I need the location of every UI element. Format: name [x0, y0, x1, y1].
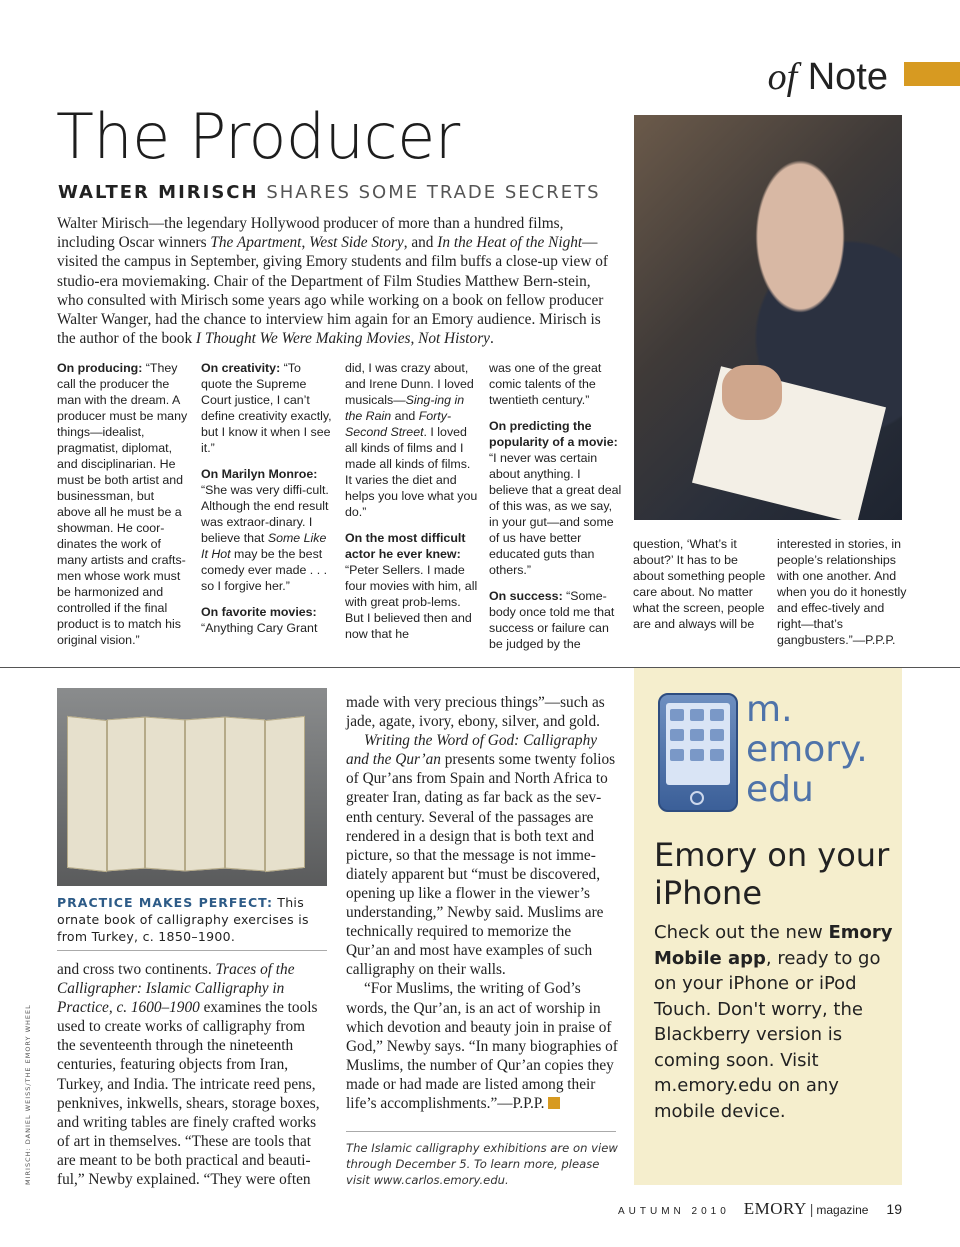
section-note: Note — [807, 56, 888, 98]
promo-text-part: Check out the new — [654, 922, 829, 943]
qa-question: On success: — [489, 589, 563, 603]
page-title: The Producer — [56, 100, 460, 173]
article-intro — [57, 214, 617, 348]
section-label — [768, 55, 888, 99]
qa-answer: may be the best comedy ever made . . . so I forgive her.” — [201, 547, 328, 593]
intro-text: , — [301, 234, 310, 252]
app-icon — [690, 729, 704, 741]
qa-column-5 — [633, 536, 767, 642]
exhibition-title: Writing the Word of God: Calligraphy and the Qur’an — [346, 732, 598, 769]
exhibition-note: The Islamic calligraphy exhibitions are on view through December 5. To learn more, please visit www.carlos.emory.edu. — [346, 1141, 618, 1187]
url-line: emory. — [746, 729, 868, 770]
qa-answer: did, I was crazy about, and Irene Dunn. I loved musicals— — [345, 361, 474, 407]
qa-question: On the most difficult actor he ever knew: — [345, 531, 466, 561]
film-title: Forty-Second Street — [345, 409, 452, 439]
subtitle-rest: SHARES SOME TRADE SECRETS — [266, 182, 601, 203]
book-panel — [225, 717, 265, 872]
body-text: made with very precious things”—such as jade, agate, ivory, ebony, silver, and gold. — [346, 694, 605, 731]
promo-title: Emory on your iPhone — [654, 836, 890, 912]
book-panel — [145, 717, 185, 872]
app-name: Emory Mobile app — [654, 922, 893, 969]
body-paragraph — [346, 979, 618, 1113]
url-line: edu — [746, 769, 814, 810]
subtitle-name: WALTER MIRISCH — [58, 182, 259, 203]
magazine-brand: EMORY — [743, 1199, 807, 1218]
caption-rule — [57, 950, 327, 951]
qa-answer: “Some-body once told me that success or failure can be judged by the — [489, 589, 615, 651]
promo-text-part: , ready to go on your iPhone or iPod Touch. Don't worry, the Blackberry version is coming soon. Visit m.emory.edu on any mobile device. — [654, 947, 881, 1122]
film-title: Some Like It Hot — [201, 531, 327, 561]
qa-question: On predicting the popularity of a movie: — [489, 419, 618, 449]
promo-text — [654, 920, 894, 1124]
app-icon — [710, 709, 724, 721]
intro-text: . — [489, 330, 494, 348]
app-icon — [710, 749, 724, 761]
qa-answer: question, ‘What’s it about?’ It has to be about something people care about. No matter what the screen, people are and always will be — [633, 537, 766, 631]
calligraphy-book-photo — [57, 688, 327, 886]
signing-hand — [722, 365, 782, 420]
qa-answer: “I never was certain about anything. I believe that a great deal of this was, as we say, in your gut—and some of us have better educated guts than others.” — [489, 451, 622, 577]
qa-question: On producing: — [57, 361, 143, 375]
body-text: presents some twenty folios of Qur’ans from Spain and North Africa to greater Iran, dating as far back as the sev-enth century. Several of the passages are rendered in a design that is both text and picture, so that the message is not imme-diately apparent but “must be discovered, opening up like a flower in the viewer’s understanding,” Newby said. Muslims are technically required to memorize the Qur’an and most have examples of such calligraphy on their walls. — [346, 751, 616, 979]
book-panel — [185, 717, 225, 872]
qa-column-6 — [777, 536, 911, 658]
qa-column-2 — [201, 360, 335, 646]
magazine-label: magazine — [816, 1203, 869, 1217]
app-icon — [690, 709, 704, 721]
book-panel — [67, 716, 107, 872]
body-paragraph — [346, 731, 618, 979]
qa-answer: “They call the producer the man with the dream. A producer must be many things—idealist, pragmatist, diplomat, and disciplinarian. He must be both artist and businessman, but above all he must be a showman. He coor-dinates the work of many artists and crafts-men whose work must be harmonized and controlled if the final product is to match his original vision.” — [57, 361, 188, 647]
caption-text: This ornate book of calligraphy exercises is from Turkey, c. 1850–1900. — [57, 895, 309, 944]
section-accent-bar — [904, 62, 960, 86]
qa-column-1 — [57, 360, 191, 658]
phone-icon — [658, 693, 738, 812]
app-icon — [690, 749, 704, 761]
note-rule — [346, 1131, 616, 1132]
qa-answer: “She was very diffi-cult. Although the end result was extraor-dinary. I believe that — [201, 483, 329, 545]
body-text: examines the tools used to create works of calligraphy from the seventeenth through the nineteenth centuries, featuring objects from Iran, Turkey, and India. The intricate reed pens, penknives, inkwells, shears, storage boxes, and writing tables are finely crafted works of art in themselves. “These are tools that are meant to be both practical and beauti-ful,” Newby explained. “They were often — [57, 999, 320, 1189]
qa-answer: was one of the great comic talents of the twentieth century.” — [489, 361, 602, 407]
calligraphy-column-1 — [57, 960, 327, 1189]
qa-question: On favorite movies: — [201, 605, 317, 619]
photo-credit — [24, 1004, 34, 1185]
calligraphy-column-2 — [346, 693, 618, 1113]
body-text: and cross two continents. — [57, 961, 216, 978]
page-footer: AUTUMN 2010 EMORY | magazine 19 — [617, 1199, 902, 1218]
app-icon — [710, 729, 724, 741]
caption-heading: PRACTICE MAKES PERFECT: — [57, 895, 273, 910]
article-subtitle — [58, 182, 601, 203]
qa-answer: “To quote the Supreme Court justice, I can’t define creativity exactly, but I know it when I see it.” — [201, 361, 332, 455]
qa-answer: . I loved all kinds of films and I made all kinds of films. It varies the diet and helps you love what you do.” — [345, 425, 478, 519]
page-number: 19 — [886, 1201, 902, 1217]
issue-season: AUTUMN 2010 — [617, 1206, 730, 1217]
qa-answer: “Anything Cary Grant — [201, 621, 318, 635]
intro-text: Walter Mirisch—the legendary Hollywood producer of more than a hundred films, including Oscar winners — [57, 215, 564, 252]
home-button-icon — [690, 791, 704, 805]
book-title: I Thought We Were Making Movies, Not History — [195, 330, 490, 348]
qa-question: On Marilyn Monroe: — [201, 467, 318, 481]
qa-answer: interested in stories, in people’s relationships with one another. And when you do it honestly and effec-tively and right—that’s gangbusters.”—P.P.P. — [777, 537, 907, 647]
phone-screen — [666, 703, 730, 785]
mobile-url[interactable] — [746, 690, 868, 810]
app-icon — [670, 729, 684, 741]
app-icon — [670, 709, 684, 721]
book-panel — [265, 716, 305, 872]
photo-caption — [57, 894, 327, 945]
end-mark — [548, 1097, 560, 1109]
body-text: “For Muslims, the writing of God’s words, the Qur’an, is an act of worship in which devotion and beauty join in praise of God,” Newby says. “In many biographies of Muslims, the number of Qur’an copies they made or had made are listed among their life’s accomplishments.”—P.P.P. — [346, 980, 618, 1112]
film-title: West Side Story — [309, 234, 404, 252]
app-icon — [670, 749, 684, 761]
film-title: Sing-ing in the Rain — [345, 393, 465, 423]
qa-column-4 — [489, 360, 623, 662]
url-line: m. — [746, 689, 793, 730]
film-title: In the Heat of the Night — [437, 234, 583, 252]
qa-answer: “Peter Sellers. I made four movies with him, all with great prob-lems. But I believed then and now that he — [345, 563, 478, 641]
book-panel — [107, 717, 145, 872]
photo-credit-text: MIRISCH: DANIEL WEISS/THE EMORY WHEEL — [24, 1004, 32, 1185]
section-of: of — [767, 56, 798, 98]
mirisch-photo — [634, 115, 902, 520]
exhibition-title: Traces of the Calligrapher: Islamic Calligraphy in Practice, c. 1600–1900 — [57, 961, 295, 1017]
qa-column-3 — [345, 360, 479, 652]
film-title: The Apartment — [210, 234, 302, 252]
intro-text: , and — [403, 234, 438, 252]
qa-answer: and — [391, 409, 419, 423]
intro-text: —visited the campus in September, giving Emory students and film buffs a close-up view of studio-era moviemaking. Chair of the Department of Film Studies Matthew Bern-stein, who consulted with Mirisch some years ago while working on a book on fellow producer Walter Wanger, had the chance to interview him again for an Emory audience. Mirisch is the author of the book — [57, 234, 608, 348]
qa-question: On creativity: — [201, 361, 281, 375]
